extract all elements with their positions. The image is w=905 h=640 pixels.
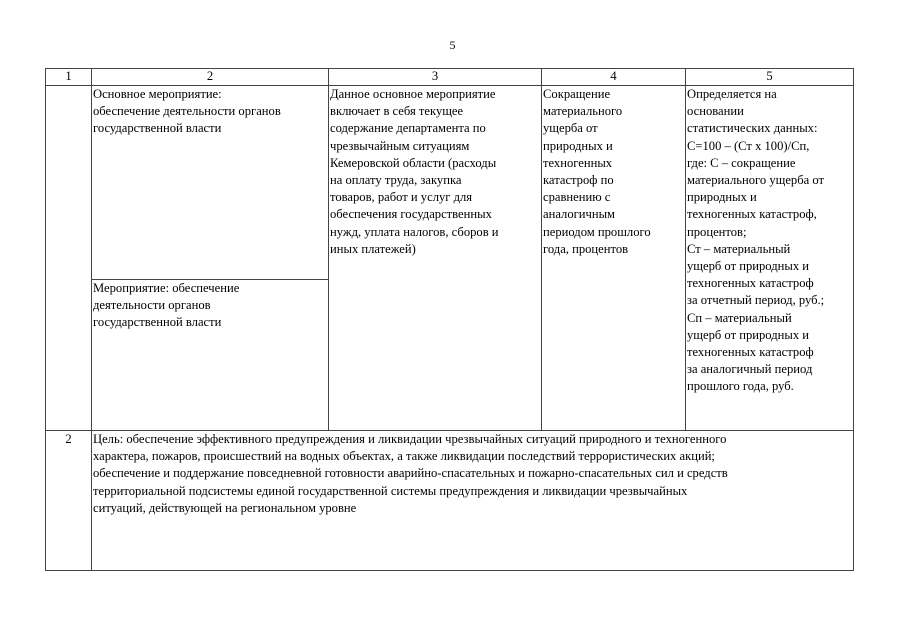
document-table (45, 68, 854, 571)
calculation-method-cell: Определяется на основании статистических данных: С=100 – (Ст х 100)/Сп, где: С – сокращение материального ущерба от природных и техногенных катастроф, процентов; Ст – материальный ущерб от природных и техногенных катастроф за отчетный период, руб.; Сп – материальный ущерб от природных и техногенных катастроф за аналогичный период прошлого года, руб. (686, 86, 854, 431)
row1-number-cell (46, 86, 92, 431)
main-activity-cell: Основное мероприятие: обеспечение деятельности органов государственной власти (92, 86, 329, 280)
page-number: 5 (449, 38, 456, 52)
header-col-5: 5 (686, 69, 854, 86)
header-col-4: 4 (542, 69, 686, 86)
header-row (46, 69, 854, 86)
header-col-1: 1 (46, 69, 92, 86)
table-row (46, 86, 854, 280)
header-col-2: 2 (92, 69, 329, 86)
table-row (46, 431, 854, 571)
goal-text-cell: Цель: обеспечение эффективного предупреждения и ликвидации чрезвычайных ситуаций природного и техногенного характера, пожаров, происшествий на водных объектах, а также ликвидации последствий террористических акций; обеспечение и поддержание повседневной готовности аварийно-спасательных и пожарно-спасательных сил и средств территориальной подсистемы единой государственной системы предупреждения и ликвидации чрезвычайных ситуаций, действующей на региональном уровне (92, 431, 854, 571)
activity-description-cell: Данное основное мероприятие включает в себя текущее содержание департамента по чрезвычайным ситуациям Кемеровской области (расходы на оплату труда, закупка товаров, работ и услуг для обеспечения государственных нужд, уплата налогов, сборов и иных платежей) (329, 86, 542, 431)
sub-activity-cell: Мероприятие: обеспечение деятельности органов государственной власти (92, 280, 329, 431)
row2-number-cell: 2 (46, 431, 92, 571)
header-col-3: 3 (329, 69, 542, 86)
indicator-cell: Сокращение материального ущерба от природных и техногенных катастроф по сравнению с аналогичным периодом прошлого года, процентов (542, 86, 686, 431)
